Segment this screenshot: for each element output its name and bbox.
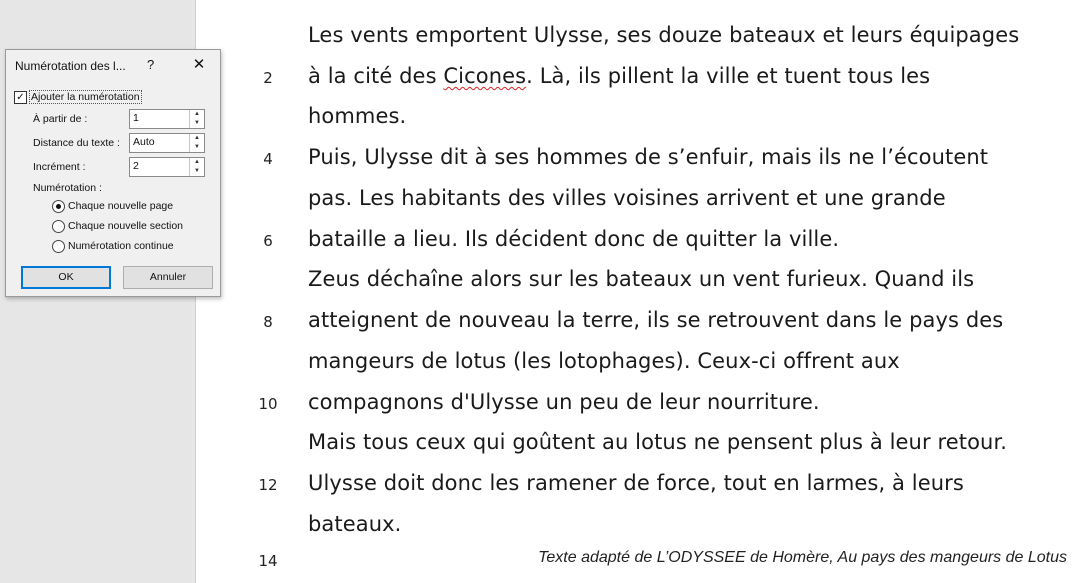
text-segment: à la cité des (308, 64, 444, 88)
count-by-value[interactable]: 2 (133, 160, 139, 172)
numbering-group-label: Numérotation : (33, 182, 102, 194)
from-text-value[interactable]: Auto (133, 136, 155, 148)
add-numbering-checkbox[interactable]: ✓ (14, 91, 27, 104)
text-line[interactable]: bataille a lieu. Ils décident donc de quitter la ville. (308, 227, 840, 251)
spin-up-icon[interactable]: ▲ (194, 135, 200, 141)
close-icon[interactable]: ✕ (192, 56, 206, 73)
spin-down-icon[interactable]: ▼ (194, 168, 200, 174)
text-line[interactable]: bateaux. (308, 512, 402, 536)
spinner-buttons (189, 134, 204, 152)
source-caption[interactable]: Texte adapté de L’ODYSSEE de Homère, Au pays des mangeurs de Lotus (538, 549, 1067, 566)
text-line[interactable]: Ulysse doit donc les ramener de force, tout en larmes, à leurs (308, 471, 964, 495)
radio-button[interactable] (52, 240, 65, 253)
start-at-value[interactable]: 1 (133, 112, 139, 124)
radio-button[interactable] (52, 220, 65, 233)
text-line[interactable] (308, 61, 930, 91)
text-line[interactable]: Puis, Ulysse dit à ses hommes de s’enfuir, mais ils ne l’écoutent (308, 145, 989, 169)
text-line[interactable]: atteignent de nouveau la terre, ils se retrouvent dans le pays des (308, 308, 1004, 332)
line-number: 6 (263, 232, 273, 250)
spin-up-icon[interactable]: ▲ (194, 111, 200, 117)
text-line[interactable]: Zeus déchaîne alors sur les bateaux un vent furieux. Quand ils (308, 267, 975, 291)
text-line[interactable]: Les vents emportent Ulysse, ses douze bateaux et leurs équipages (308, 23, 1020, 47)
help-icon[interactable]: ? (147, 57, 155, 72)
spin-down-icon[interactable]: ▼ (194, 144, 200, 150)
spin-down-icon[interactable]: ▼ (194, 120, 200, 126)
spinner-buttons (189, 158, 204, 176)
spinner-buttons (189, 110, 204, 128)
cancel-button[interactable]: Annuler (123, 266, 213, 289)
misspelled-word[interactable]: Cicones (443, 64, 527, 88)
radio-label[interactable]: Chaque nouvelle section (68, 220, 183, 232)
line-number: 12 (258, 476, 278, 494)
text-line[interactable]: Mais tous ceux qui goûtent au lotus ne pensent plus à leur retour. (308, 430, 1008, 454)
line-number: 8 (263, 313, 273, 331)
ok-button[interactable]: OK (21, 266, 111, 289)
start-at-spinner[interactable] (129, 109, 205, 129)
line-number: 10 (258, 395, 278, 413)
start-at-label: À partir de : (33, 113, 88, 125)
text-segment: . Là, ils pillent la ville et tuent tous les (526, 64, 931, 88)
line-number: 2 (263, 69, 273, 87)
text-line[interactable]: hommes. (308, 104, 407, 128)
radio-label[interactable]: Numérotation continue (68, 240, 174, 252)
count-by-label: Incrément : (33, 161, 86, 173)
count-by-spinner[interactable] (129, 157, 205, 177)
text-line[interactable]: mangeurs de lotus (les lotophages). Ceux-ci offrent aux (308, 349, 900, 373)
line-number: 14 (258, 552, 278, 570)
document-page[interactable] (196, 0, 1081, 583)
from-text-label: Distance du texte : (33, 137, 120, 149)
from-text-spinner[interactable] (129, 133, 205, 153)
spin-up-icon[interactable]: ▲ (194, 159, 200, 165)
add-numbering-label[interactable]: Ajouter la numérotation (31, 91, 140, 103)
line-numbers-dialog (5, 49, 221, 297)
radio-button-selected[interactable] (52, 200, 65, 213)
text-line[interactable]: pas. Les habitants des villes voisines arrivent et une grande (308, 186, 946, 210)
text-line[interactable]: compagnons d'Ulysse un peu de leur nourriture. (308, 390, 820, 414)
line-number: 4 (263, 150, 273, 168)
dialog-title: Numérotation des l... (15, 59, 126, 73)
radio-label[interactable]: Chaque nouvelle page (68, 200, 174, 212)
